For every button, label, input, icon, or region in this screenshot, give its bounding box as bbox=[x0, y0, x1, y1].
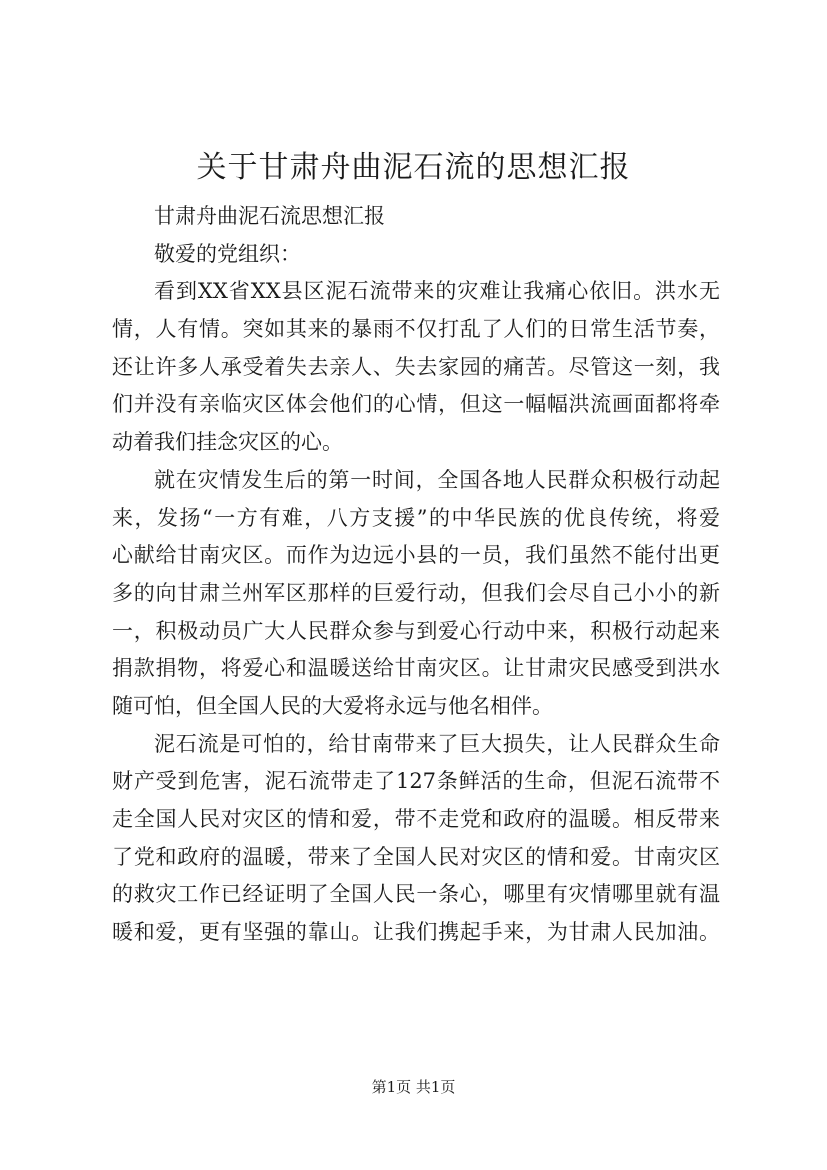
text-line: 们并没有亲临灾区体会他们的心情，但这一幅幅洪流画面都将牵 bbox=[112, 392, 720, 417]
page-footer: 第1页 共1页 bbox=[371, 1078, 456, 1096]
text-line: 敬爱的党组织： bbox=[154, 241, 301, 266]
text-line: 动着我们挂念灾区的心。 bbox=[112, 430, 343, 455]
text-line: 多的向甘肃兰州军区那样的巨爱行动，但我们会尽自己小小的新 bbox=[112, 580, 720, 605]
text-line: 甘肃舟曲泥石流思想汇报 bbox=[154, 204, 385, 228]
document-body bbox=[112, 198, 740, 952]
text-line: 心献给甘南灾区。而作为边远小县的一员，我们虽然不能付出更 bbox=[112, 543, 720, 568]
text-line: 暖和爱，更有坚强的靠山。让我们携起手来，为甘肃人民加油。 bbox=[112, 920, 720, 945]
text-line: 了党和政府的温暖，带来了全国人民对灾区的情和爱。甘南灾区 bbox=[112, 844, 720, 869]
text-line: 财产受到危害，泥石流带走了127条鲜活的生命，但泥石流带不 bbox=[112, 769, 720, 794]
document-title: 关于甘肃舟曲泥石流的思想汇报 bbox=[196, 150, 631, 185]
text-line: 还让许多人承受着失去亲人、失去家园的痛苦。尽管这一刻，我 bbox=[112, 354, 720, 379]
text-line: 的救灾工作已经证明了全国人民一条心，哪里有灾情哪里就有温 bbox=[112, 882, 720, 907]
text-line: 泥石流是可怕的，给甘南带来了巨大损失，让人民群众生命 bbox=[154, 731, 720, 756]
text-line: 走全国人民对灾区的情和爱，带不走党和政府的温暖。相反带来 bbox=[112, 807, 720, 831]
text-line: 捐款捐物，将爱心和温暖送给甘南灾区。让甘肃灾民感受到洪水 bbox=[112, 656, 720, 681]
text-line: 就在灾情发生后的第一时间，全国各地人民群众积极行动起 bbox=[154, 467, 720, 492]
text-line: 随可怕，但全国人民的大爱将永远与他名相伴。 bbox=[112, 693, 553, 718]
text-line: 来，发扬“一方有难，八方支援”的中华民族的优良传统，将爱 bbox=[112, 505, 720, 530]
text-line: 看到XX省XX县区泥石流带来的灾难让我痛心依旧。洪水无 bbox=[154, 279, 720, 304]
text-line: 情，人有情。突如其来的暴雨不仅打乱了人们的日常生活节奏， bbox=[112, 317, 720, 342]
text-line: 一，积极动员广大人民群众参与到爱心行动中来，积极行动起来 bbox=[112, 618, 720, 643]
